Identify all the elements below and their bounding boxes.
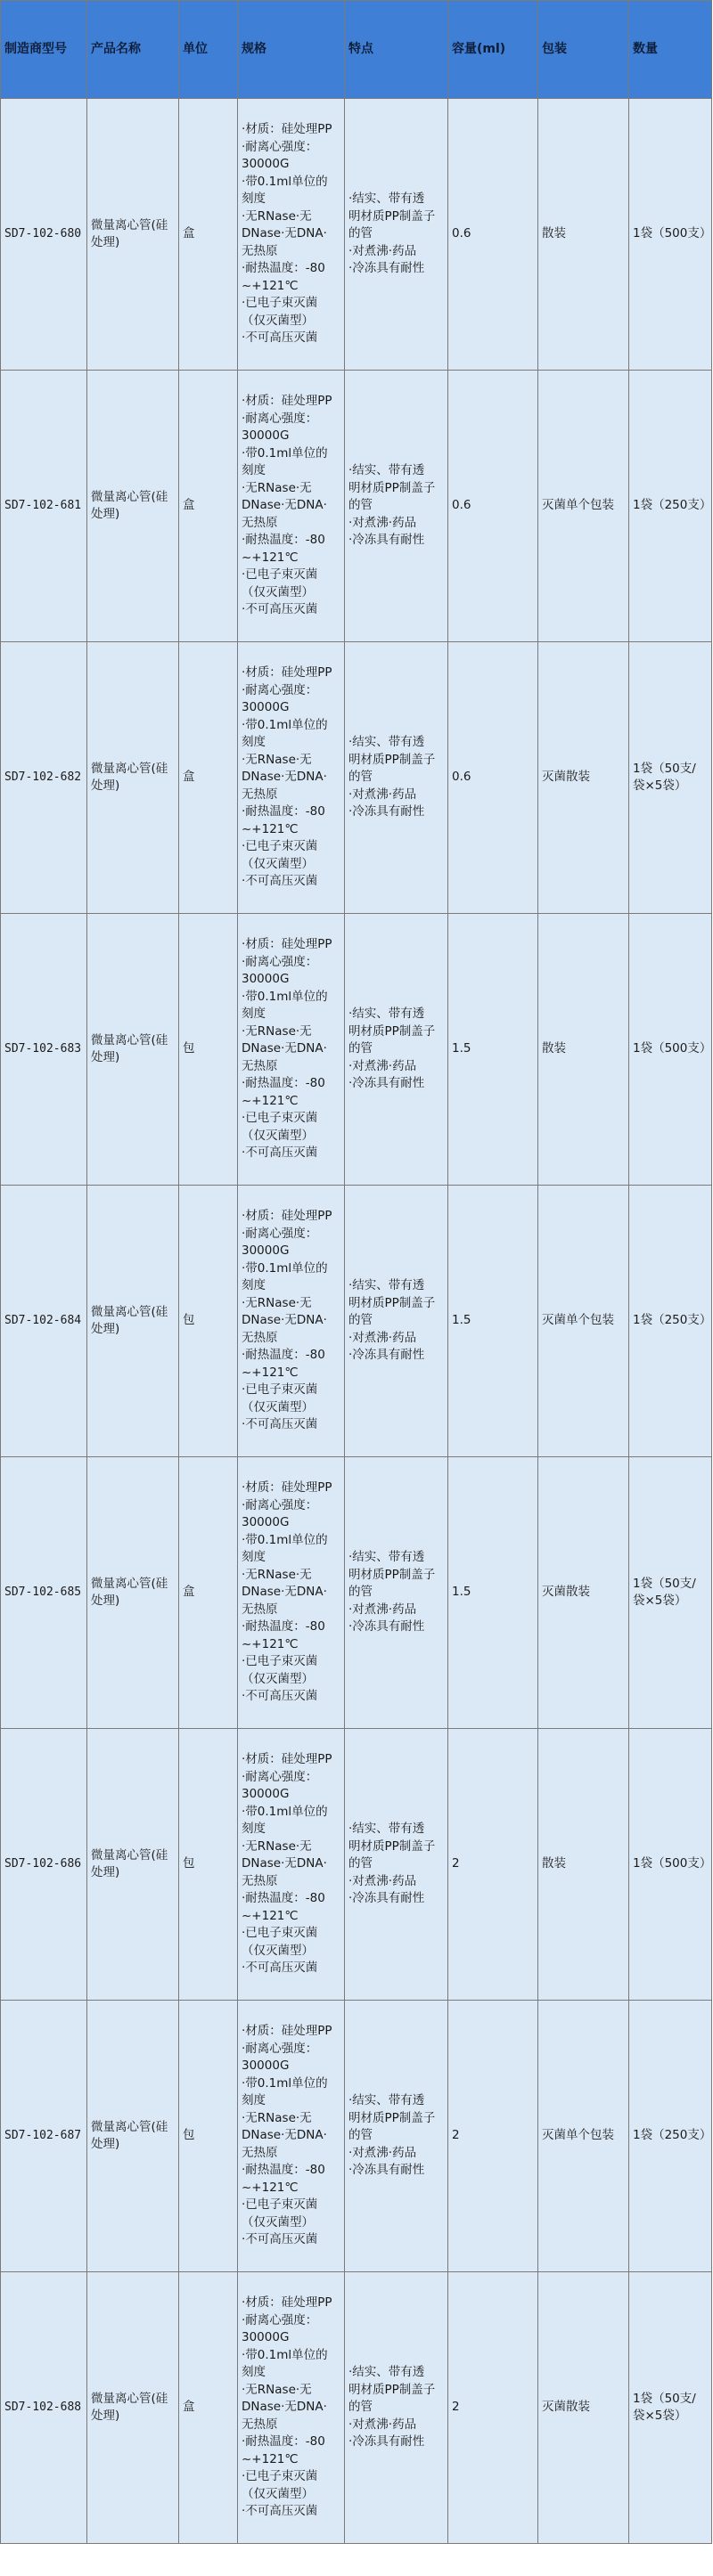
- table-row: [1, 642, 712, 914]
- unit-cell: 包: [179, 914, 238, 1186]
- feature-line: 的管: [348, 770, 373, 785]
- spec-line: ·耐热温度：-80: [242, 2163, 325, 2178]
- table-row: [1, 1457, 712, 1729]
- spec-line: 30000G: [242, 1787, 290, 1802]
- spec-line: DNase·无DNA·: [242, 498, 327, 513]
- spec-line: （仅灭菌型）: [242, 1671, 314, 1686]
- feature-line: ·结实、带有透: [348, 1278, 425, 1293]
- table-row: [1, 371, 712, 642]
- unit-cell: 盒: [179, 1457, 238, 1729]
- specification-cell: [238, 642, 345, 914]
- spec-line: ·无RNase·无: [242, 752, 312, 767]
- feature-line: ·对煮沸·药品: [348, 1330, 417, 1345]
- spec-line: 刻度: [242, 1278, 266, 1293]
- spec-line: 30000G: [242, 1243, 290, 1259]
- feature-line: ·对煮沸·药品: [348, 2417, 417, 2432]
- spec-line: ·带0.1ml单位的: [242, 1804, 328, 1819]
- quantity-cell: 1袋（500支）: [629, 99, 712, 371]
- feature-line: ·冷冻具有耐性: [348, 1076, 425, 1091]
- spec-line: ·无RNase·无: [242, 1567, 312, 1582]
- capacity-cell: 0.6: [448, 99, 538, 371]
- product-name-cell: 微量离心管(硅处理): [87, 1729, 179, 2001]
- spec-line: ·材质：硅处理PP: [242, 1209, 332, 1224]
- features-cell: [345, 99, 448, 371]
- spec-line: 刻度: [242, 192, 266, 207]
- capacity-cell: 1.5: [448, 914, 538, 1186]
- spec-line: ·无RNase·无: [242, 2110, 312, 2125]
- header-packaging: 包装: [538, 1, 629, 99]
- feature-line: ·结实、带有透: [348, 1007, 425, 1022]
- spec-line: 30000G: [242, 972, 290, 987]
- feature-line: ·结实、带有透: [348, 1550, 425, 1565]
- spec-line: ·耐离心强度：: [242, 139, 318, 154]
- spec-line: （仅灭菌型）: [242, 856, 314, 871]
- model-code-cell: SD7-102-682: [1, 642, 87, 914]
- specification-cell: [238, 371, 345, 642]
- spec-line: ·不可高压灭菌: [242, 330, 318, 346]
- spec-line: ·带0.1ml单位的: [242, 2075, 328, 2091]
- table-row: [1, 1186, 712, 1457]
- spec-line: 30000G: [242, 428, 290, 444]
- spec-line: ~+121℃: [242, 1908, 299, 1923]
- feature-line: 的管: [348, 2128, 373, 2143]
- spec-line: ·无RNase·无: [242, 1838, 312, 1854]
- spec-line: （仅灭菌型）: [242, 313, 314, 328]
- spec-line: ·耐离心强度：: [242, 1497, 318, 1512]
- feature-line: 明材质PP制盖子: [348, 1567, 436, 1582]
- specification-cell: [238, 99, 345, 371]
- feature-line: ·结实、带有透: [348, 2093, 425, 2108]
- capacity-cell: 1.5: [448, 1186, 538, 1457]
- features-cell: [345, 2001, 448, 2272]
- spec-line: ·耐热温度：-80: [242, 1076, 325, 1091]
- table-row: [1, 2272, 712, 2544]
- spec-line: （仅灭菌型）: [242, 584, 314, 599]
- specification-cell: [238, 1457, 345, 1729]
- spec-line: ·材质：硅处理PP: [242, 394, 332, 409]
- spec-line: DNase·无DNA·: [242, 226, 327, 241]
- spec-line: 无热原: [242, 1330, 278, 1345]
- spec-line: 刻度: [242, 2365, 266, 2380]
- header-unit: 单位: [179, 1, 238, 99]
- spec-line: ~+121℃: [242, 2451, 299, 2466]
- specification-cell: [238, 2272, 345, 2544]
- spec-line: ·无RNase·无: [242, 208, 312, 224]
- spec-line: ·耐离心强度：: [242, 1769, 318, 1784]
- spec-line: ·已电子束灭菌: [242, 1111, 318, 1126]
- spec-line: ·不可高压灭菌: [242, 602, 318, 617]
- model-code-cell: SD7-102-684: [1, 1186, 87, 1457]
- spec-line: ·不可高压灭菌: [242, 2232, 318, 2247]
- unit-cell: 盒: [179, 99, 238, 371]
- spec-line: 无热原: [242, 2145, 278, 2160]
- spec-line: ·材质：硅处理PP: [242, 122, 332, 137]
- spec-line: ·耐离心强度：: [242, 2041, 318, 2056]
- quantity-cell: 1袋（50支/袋×5袋）: [629, 2272, 712, 2544]
- spec-line: ·材质：硅处理PP: [242, 665, 332, 681]
- spec-line: ·已电子束灭菌: [242, 2469, 318, 2484]
- spec-line: 30000G: [242, 157, 290, 172]
- spec-line: （仅灭菌型）: [242, 1128, 314, 1143]
- feature-line: ·对煮沸·药品: [348, 1058, 417, 1073]
- spec-line: ·耐热温度：-80: [242, 1891, 325, 1906]
- features-cell: [345, 1186, 448, 1457]
- model-code-cell: SD7-102-688: [1, 2272, 87, 2544]
- spec-line: 刻度: [242, 1007, 266, 1022]
- spec-line: ·带0.1ml单位的: [242, 717, 328, 732]
- quantity-cell: 1袋（250支）: [629, 1186, 712, 1457]
- feature-line: ·冷冻具有耐性: [348, 804, 425, 819]
- header-capacity: 容量(ml): [448, 1, 538, 99]
- unit-cell: 盒: [179, 642, 238, 914]
- feature-line: ·对煮沸·药品: [348, 243, 417, 258]
- spec-line: ·耐离心强度：: [242, 1226, 318, 1241]
- spec-line: 无热原: [242, 1873, 278, 1888]
- product-name-cell: 微量离心管(硅处理): [87, 914, 179, 1186]
- spec-line: （仅灭菌型）: [242, 1943, 314, 1958]
- header-model-code: 制造商型号: [1, 1, 87, 99]
- spec-line: 30000G: [242, 1515, 290, 1530]
- spec-line: ·带0.1ml单位的: [242, 1260, 328, 1276]
- packaging-cell: 灭菌单个包装: [538, 1186, 629, 1457]
- table-header: [1, 1, 712, 99]
- features-cell: [345, 914, 448, 1186]
- spec-line: ·材质：硅处理PP: [242, 2024, 332, 2039]
- spec-line: ·无RNase·无: [242, 2382, 312, 2397]
- packaging-cell: 灭菌散装: [538, 642, 629, 914]
- model-code-cell: SD7-102-685: [1, 1457, 87, 1729]
- spec-line: ·不可高压灭菌: [242, 1961, 318, 1976]
- spec-line: ·耐热温度：-80: [242, 533, 325, 548]
- spec-line: ·无RNase·无: [242, 1023, 312, 1039]
- unit-cell: 包: [179, 2001, 238, 2272]
- spec-line: ·已电子束灭菌: [242, 567, 318, 583]
- capacity-cell: 2: [448, 2001, 538, 2272]
- model-code-cell: SD7-102-686: [1, 1729, 87, 2001]
- feature-line: ·冷冻具有耐性: [348, 1348, 425, 1363]
- spec-line: 无热原: [242, 1058, 278, 1073]
- spec-line: DNase·无DNA·: [242, 1585, 327, 1600]
- features-cell: [345, 642, 448, 914]
- spec-line: ·不可高压灭菌: [242, 874, 318, 889]
- spec-line: DNase·无DNA·: [242, 1041, 327, 1056]
- features-cell: [345, 1457, 448, 1729]
- product-name-cell: 微量离心管(硅处理): [87, 1186, 179, 1457]
- specification-cell: [238, 2001, 345, 2272]
- spec-line: ·无RNase·无: [242, 480, 312, 495]
- feature-line: ·冷冻具有耐性: [348, 1619, 425, 1634]
- unit-cell: 盒: [179, 371, 238, 642]
- spec-line: ~+121℃: [242, 1093, 299, 1108]
- spec-line: 30000G: [242, 2330, 290, 2345]
- spec-line: ·耐离心强度：: [242, 411, 318, 426]
- header-quantity: 数量: [629, 1, 712, 99]
- spec-line: ·带0.1ml单位的: [242, 1532, 328, 1547]
- spec-line: ·已电子束灭菌: [242, 296, 318, 311]
- header-row: [1, 1, 712, 99]
- spec-line: 无热原: [242, 1602, 278, 1617]
- spec-line: （仅灭菌型）: [242, 2214, 314, 2230]
- spec-line: ·耐热温度：-80: [242, 804, 325, 819]
- product-name-cell: 微量离心管(硅处理): [87, 2001, 179, 2272]
- features-cell: [345, 1729, 448, 2001]
- packaging-cell: 灭菌散装: [538, 2272, 629, 2544]
- feature-line: 的管: [348, 1041, 373, 1056]
- feature-line: ·对煮沸·药品: [348, 787, 417, 802]
- spec-line: ~+121℃: [242, 2180, 299, 2195]
- feature-line: 明材质PP制盖子: [348, 752, 436, 767]
- quantity-cell: 1袋（50支/袋×5袋）: [629, 1457, 712, 1729]
- spec-line: ·带0.1ml单位的: [242, 445, 328, 461]
- spec-line: ·耐热温度：-80: [242, 2434, 325, 2450]
- spec-line: （仅灭菌型）: [242, 1399, 314, 1414]
- feature-line: 的管: [348, 1313, 373, 1328]
- spec-line: ·耐离心强度：: [242, 954, 318, 969]
- spec-line: ·带0.1ml单位的: [242, 989, 328, 1004]
- table-row: [1, 1729, 712, 2001]
- feature-line: ·结实、带有透: [348, 735, 425, 750]
- spec-line: ·已电子束灭菌: [242, 2197, 318, 2213]
- feature-line: ·对煮沸·药品: [348, 2145, 417, 2160]
- spec-line: ·材质：硅处理PP: [242, 1480, 332, 1496]
- spec-line: DNase·无DNA·: [242, 770, 327, 785]
- packaging-cell: 散装: [538, 1729, 629, 2001]
- spec-line: ·耐离心强度：: [242, 2312, 318, 2327]
- table-row: [1, 99, 712, 371]
- feature-line: 明材质PP制盖子: [348, 1838, 436, 1854]
- feature-line: 明材质PP制盖子: [348, 480, 436, 495]
- specification-cell: [238, 1186, 345, 1457]
- spec-line: 刻度: [242, 735, 266, 750]
- capacity-cell: 2: [448, 2272, 538, 2544]
- spec-line: 刻度: [242, 463, 266, 478]
- table-row: [1, 914, 712, 1186]
- header-specification: 规格: [238, 1, 345, 99]
- product-name-cell: 微量离心管(硅处理): [87, 1457, 179, 1729]
- spec-line: （仅灭菌型）: [242, 2486, 314, 2501]
- feature-line: 的管: [348, 498, 373, 513]
- unit-cell: 包: [179, 1729, 238, 2001]
- quantity-cell: 1袋（250支）: [629, 371, 712, 642]
- spec-line: 无热原: [242, 515, 278, 530]
- spec-line: ·已电子束灭菌: [242, 1382, 318, 1398]
- model-code-cell: SD7-102-683: [1, 914, 87, 1186]
- specification-cell: [238, 914, 345, 1186]
- feature-line: ·对煮沸·药品: [348, 1602, 417, 1617]
- spec-line: ·耐热温度：-80: [242, 1619, 325, 1634]
- spec-line: ~+121℃: [242, 1365, 299, 1380]
- spec-line: ~+121℃: [242, 821, 299, 836]
- spec-line: ·已电子束灭菌: [242, 839, 318, 854]
- model-code-cell: SD7-102-680: [1, 99, 87, 371]
- feature-line: ·冷冻具有耐性: [348, 1891, 425, 1906]
- spec-line: ·带0.1ml单位的: [242, 2347, 328, 2362]
- feature-line: ·冷冻具有耐性: [348, 2163, 425, 2178]
- spec-line: ·材质：硅处理PP: [242, 2295, 332, 2311]
- model-code-cell: SD7-102-681: [1, 371, 87, 642]
- capacity-cell: 0.6: [448, 642, 538, 914]
- header-features: 特点: [345, 1, 448, 99]
- feature-line: ·冷冻具有耐性: [348, 2434, 425, 2450]
- capacity-cell: 2: [448, 1729, 538, 2001]
- spec-line: ~+121℃: [242, 1636, 299, 1651]
- spec-line: DNase·无DNA·: [242, 1313, 327, 1328]
- feature-line: 的管: [348, 226, 373, 241]
- spec-line: ~+121℃: [242, 550, 299, 565]
- feature-line: ·结实、带有透: [348, 463, 425, 478]
- table-body: [1, 99, 712, 2544]
- spec-line: 30000G: [242, 2058, 290, 2074]
- spec-line: 刻度: [242, 1550, 266, 1565]
- feature-line: 的管: [348, 2400, 373, 2415]
- product-name-cell: 微量离心管(硅处理): [87, 2272, 179, 2544]
- feature-line: 的管: [348, 1856, 373, 1871]
- spec-line: ·耐离心强度：: [242, 682, 318, 697]
- specification-cell: [238, 1729, 345, 2001]
- features-cell: [345, 371, 448, 642]
- spec-line: ·耐热温度：-80: [242, 1348, 325, 1363]
- spec-line: ·带0.1ml单位的: [242, 174, 328, 189]
- quantity-cell: 1袋（250支）: [629, 2001, 712, 2272]
- feature-line: ·冷冻具有耐性: [348, 533, 425, 548]
- spec-line: ·材质：硅处理PP: [242, 1752, 332, 1767]
- spec-line: 无热原: [242, 787, 278, 802]
- spec-line: 刻度: [242, 2093, 266, 2108]
- spec-line: ·已电子束灭菌: [242, 1654, 318, 1669]
- product-name-cell: 微量离心管(硅处理): [87, 642, 179, 914]
- quantity-cell: 1袋（500支）: [629, 914, 712, 1186]
- quantity-cell: 1袋（500支）: [629, 1729, 712, 2001]
- feature-line: ·结实、带有透: [348, 2365, 425, 2380]
- table-row: [1, 2001, 712, 2272]
- spec-line: 无热原: [242, 243, 278, 258]
- product-name-cell: 微量离心管(硅处理): [87, 99, 179, 371]
- feature-line: ·对煮沸·药品: [348, 515, 417, 530]
- spec-line: ·已电子束灭菌: [242, 1926, 318, 1941]
- product-name-cell: 微量离心管(硅处理): [87, 371, 179, 642]
- spec-line: DNase·无DNA·: [242, 2400, 327, 2415]
- header-product-name: 产品名称: [87, 1, 179, 99]
- feature-line: ·冷冻具有耐性: [348, 261, 425, 276]
- features-cell: [345, 2272, 448, 2544]
- packaging-cell: 灭菌单个包装: [538, 2001, 629, 2272]
- packaging-cell: 灭菌单个包装: [538, 371, 629, 642]
- feature-line: 明材质PP制盖子: [348, 2110, 436, 2125]
- unit-cell: 包: [179, 1186, 238, 1457]
- spec-line: ·不可高压灭菌: [242, 1145, 318, 1161]
- feature-line: 的管: [348, 1585, 373, 1600]
- spec-line: 30000G: [242, 700, 290, 715]
- model-code-cell: SD7-102-687: [1, 2001, 87, 2272]
- packaging-cell: 散装: [538, 99, 629, 371]
- feature-line: 明材质PP制盖子: [348, 2382, 436, 2397]
- feature-line: ·对煮沸·药品: [348, 1873, 417, 1888]
- feature-line: 明材质PP制盖子: [348, 1023, 436, 1039]
- spec-line: ·不可高压灭菌: [242, 1689, 318, 1704]
- quantity-cell: 1袋（50支/袋×5袋）: [629, 642, 712, 914]
- spec-line: ·无RNase·无: [242, 1295, 312, 1310]
- feature-line: ·结实、带有透: [348, 1822, 425, 1837]
- packaging-cell: 灭菌散装: [538, 1457, 629, 1729]
- spec-line: ·不可高压灭菌: [242, 2504, 318, 2519]
- unit-cell: 盒: [179, 2272, 238, 2544]
- packaging-cell: 散装: [538, 914, 629, 1186]
- feature-line: 明材质PP制盖子: [348, 1295, 436, 1310]
- spec-line: ~+121℃: [242, 278, 299, 293]
- capacity-cell: 0.6: [448, 371, 538, 642]
- spec-line: 刻度: [242, 1822, 266, 1837]
- capacity-cell: 1.5: [448, 1457, 538, 1729]
- spec-line: ·耐热温度：-80: [242, 261, 325, 276]
- feature-line: 明材质PP制盖子: [348, 208, 436, 224]
- spec-line: ·不可高压灭菌: [242, 1417, 318, 1432]
- spec-line: ·材质：硅处理PP: [242, 937, 332, 952]
- spec-line: 无热原: [242, 2417, 278, 2432]
- spec-line: DNase·无DNA·: [242, 2128, 327, 2143]
- feature-line: ·结实、带有透: [348, 192, 425, 207]
- spec-line: DNase·无DNA·: [242, 1856, 327, 1871]
